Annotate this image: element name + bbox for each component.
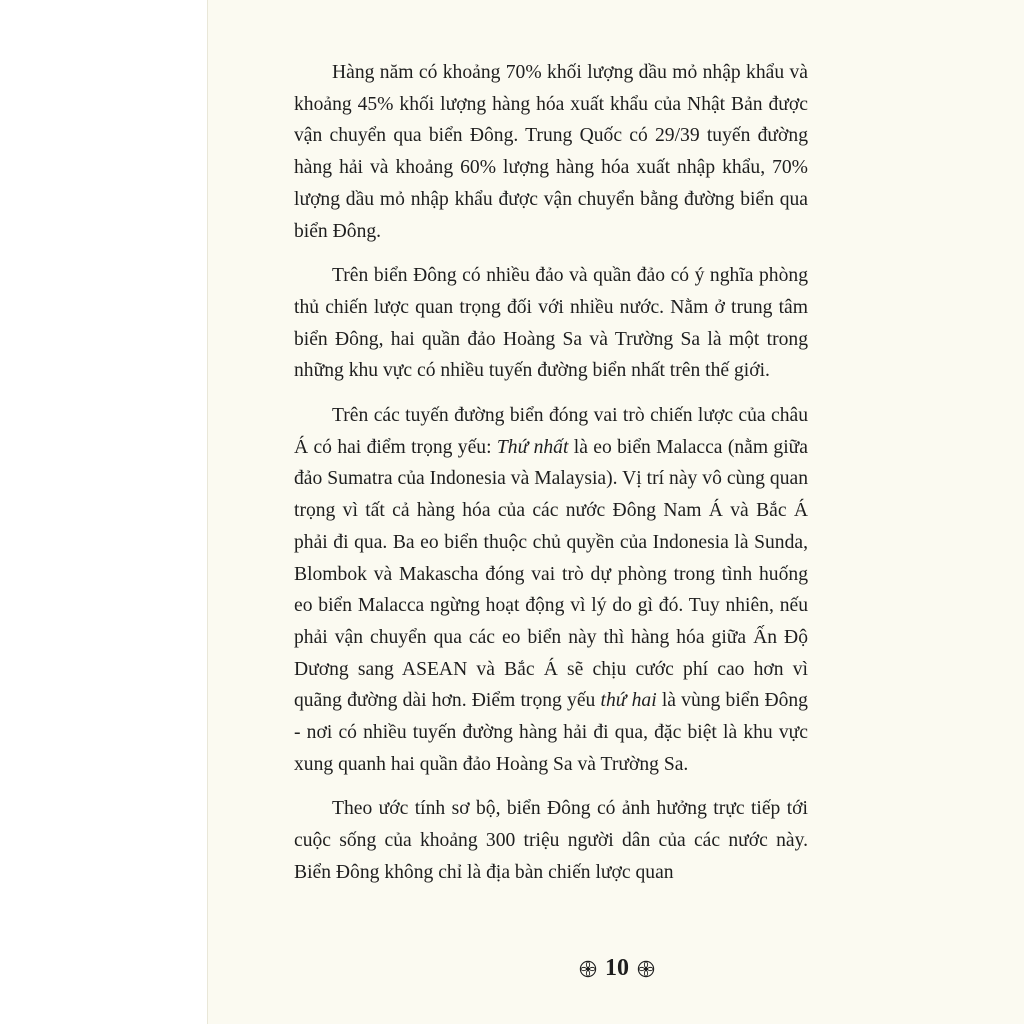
body-text xyxy=(294,57,808,889)
flower-ornament-icon xyxy=(637,960,655,978)
paragraph-3 xyxy=(294,400,808,780)
paragraph-4: Theo ước tính sơ bộ, biển Đông có ảnh hưởng trực tiếp tới cuộc sống của khoảng 300 triệu người dân của các nước này. Biển Đông không chỉ là địa bàn chiến lược quan xyxy=(294,798,808,883)
page-number: 10 xyxy=(605,955,629,981)
page-folio xyxy=(208,955,1024,982)
paragraph-3-italic-first: Thứ nhất xyxy=(496,436,569,458)
paragraph-2: Trên biển Đông có nhiều đảo và quần đảo có ý nghĩa phòng thủ chiến lược quan trọng đối với nhiều nước. Nằm ở trung tâm biển Đông, hai quần đảo Hoàng Sa và Trường Sa là một trong những khu vực có nhiều tuyến đường biển nhất trên thế giới. xyxy=(294,265,808,382)
book-page xyxy=(208,0,1024,1024)
paragraph-3-part-a: Trên các tuyến đường biển đóng vai trò chiến lược của châu Á có hai điểm trọng yếu: xyxy=(294,405,808,458)
paragraph-1: Hàng năm có khoảng 70% khối lượng dầu mỏ nhập khẩu và khoảng 45% khối lượng hàng hóa xuất khẩu của Nhật Bản được vận chuyển qua biển Đông. Trung Quốc có 29/39 tuyến đường hàng hải và khoảng 60% lượng hàng hóa xuất nhập khẩu, 70% lượng dầu mỏ nhập khẩu được vận chuyển bằng đường biển qua biển Đông. xyxy=(294,62,808,242)
flower-ornament-icon xyxy=(579,960,597,978)
paragraph-3-part-c: là vùng biển Đông - nơi có nhiều tuyến đường hàng hải đi qua, đặc biệt là khu vực xung quanh hai quần đảo Hoàng Sa và Trường Sa. xyxy=(294,690,808,775)
paragraph-3-italic-second: thứ hai xyxy=(600,690,657,712)
paragraph-3-part-b: là eo biển Malacca (nằm giữa đảo Sumatra của Indonesia và Malaysia). Vị trí này vô cùng quan trọng vì tất cả hàng hóa của các nước Đông Nam Á và Bắc Á phải đi qua. Ba eo biển thuộc chủ quyền của Indonesia là Sunda, Blombok và Makascha đóng vai trò dự phòng trong tình huống eo biển Malacca ngừng hoạt động vì lý do gì đó. Tuy nhiên, nếu phải vận chuyển qua các eo biển này thì hàng hóa giữa Ấn Độ Dương sang ASEAN và Bắc Á sẽ chịu cước phí cao hơn vì quãng đường dài hơn. Điểm trọng yếu xyxy=(294,436,808,712)
